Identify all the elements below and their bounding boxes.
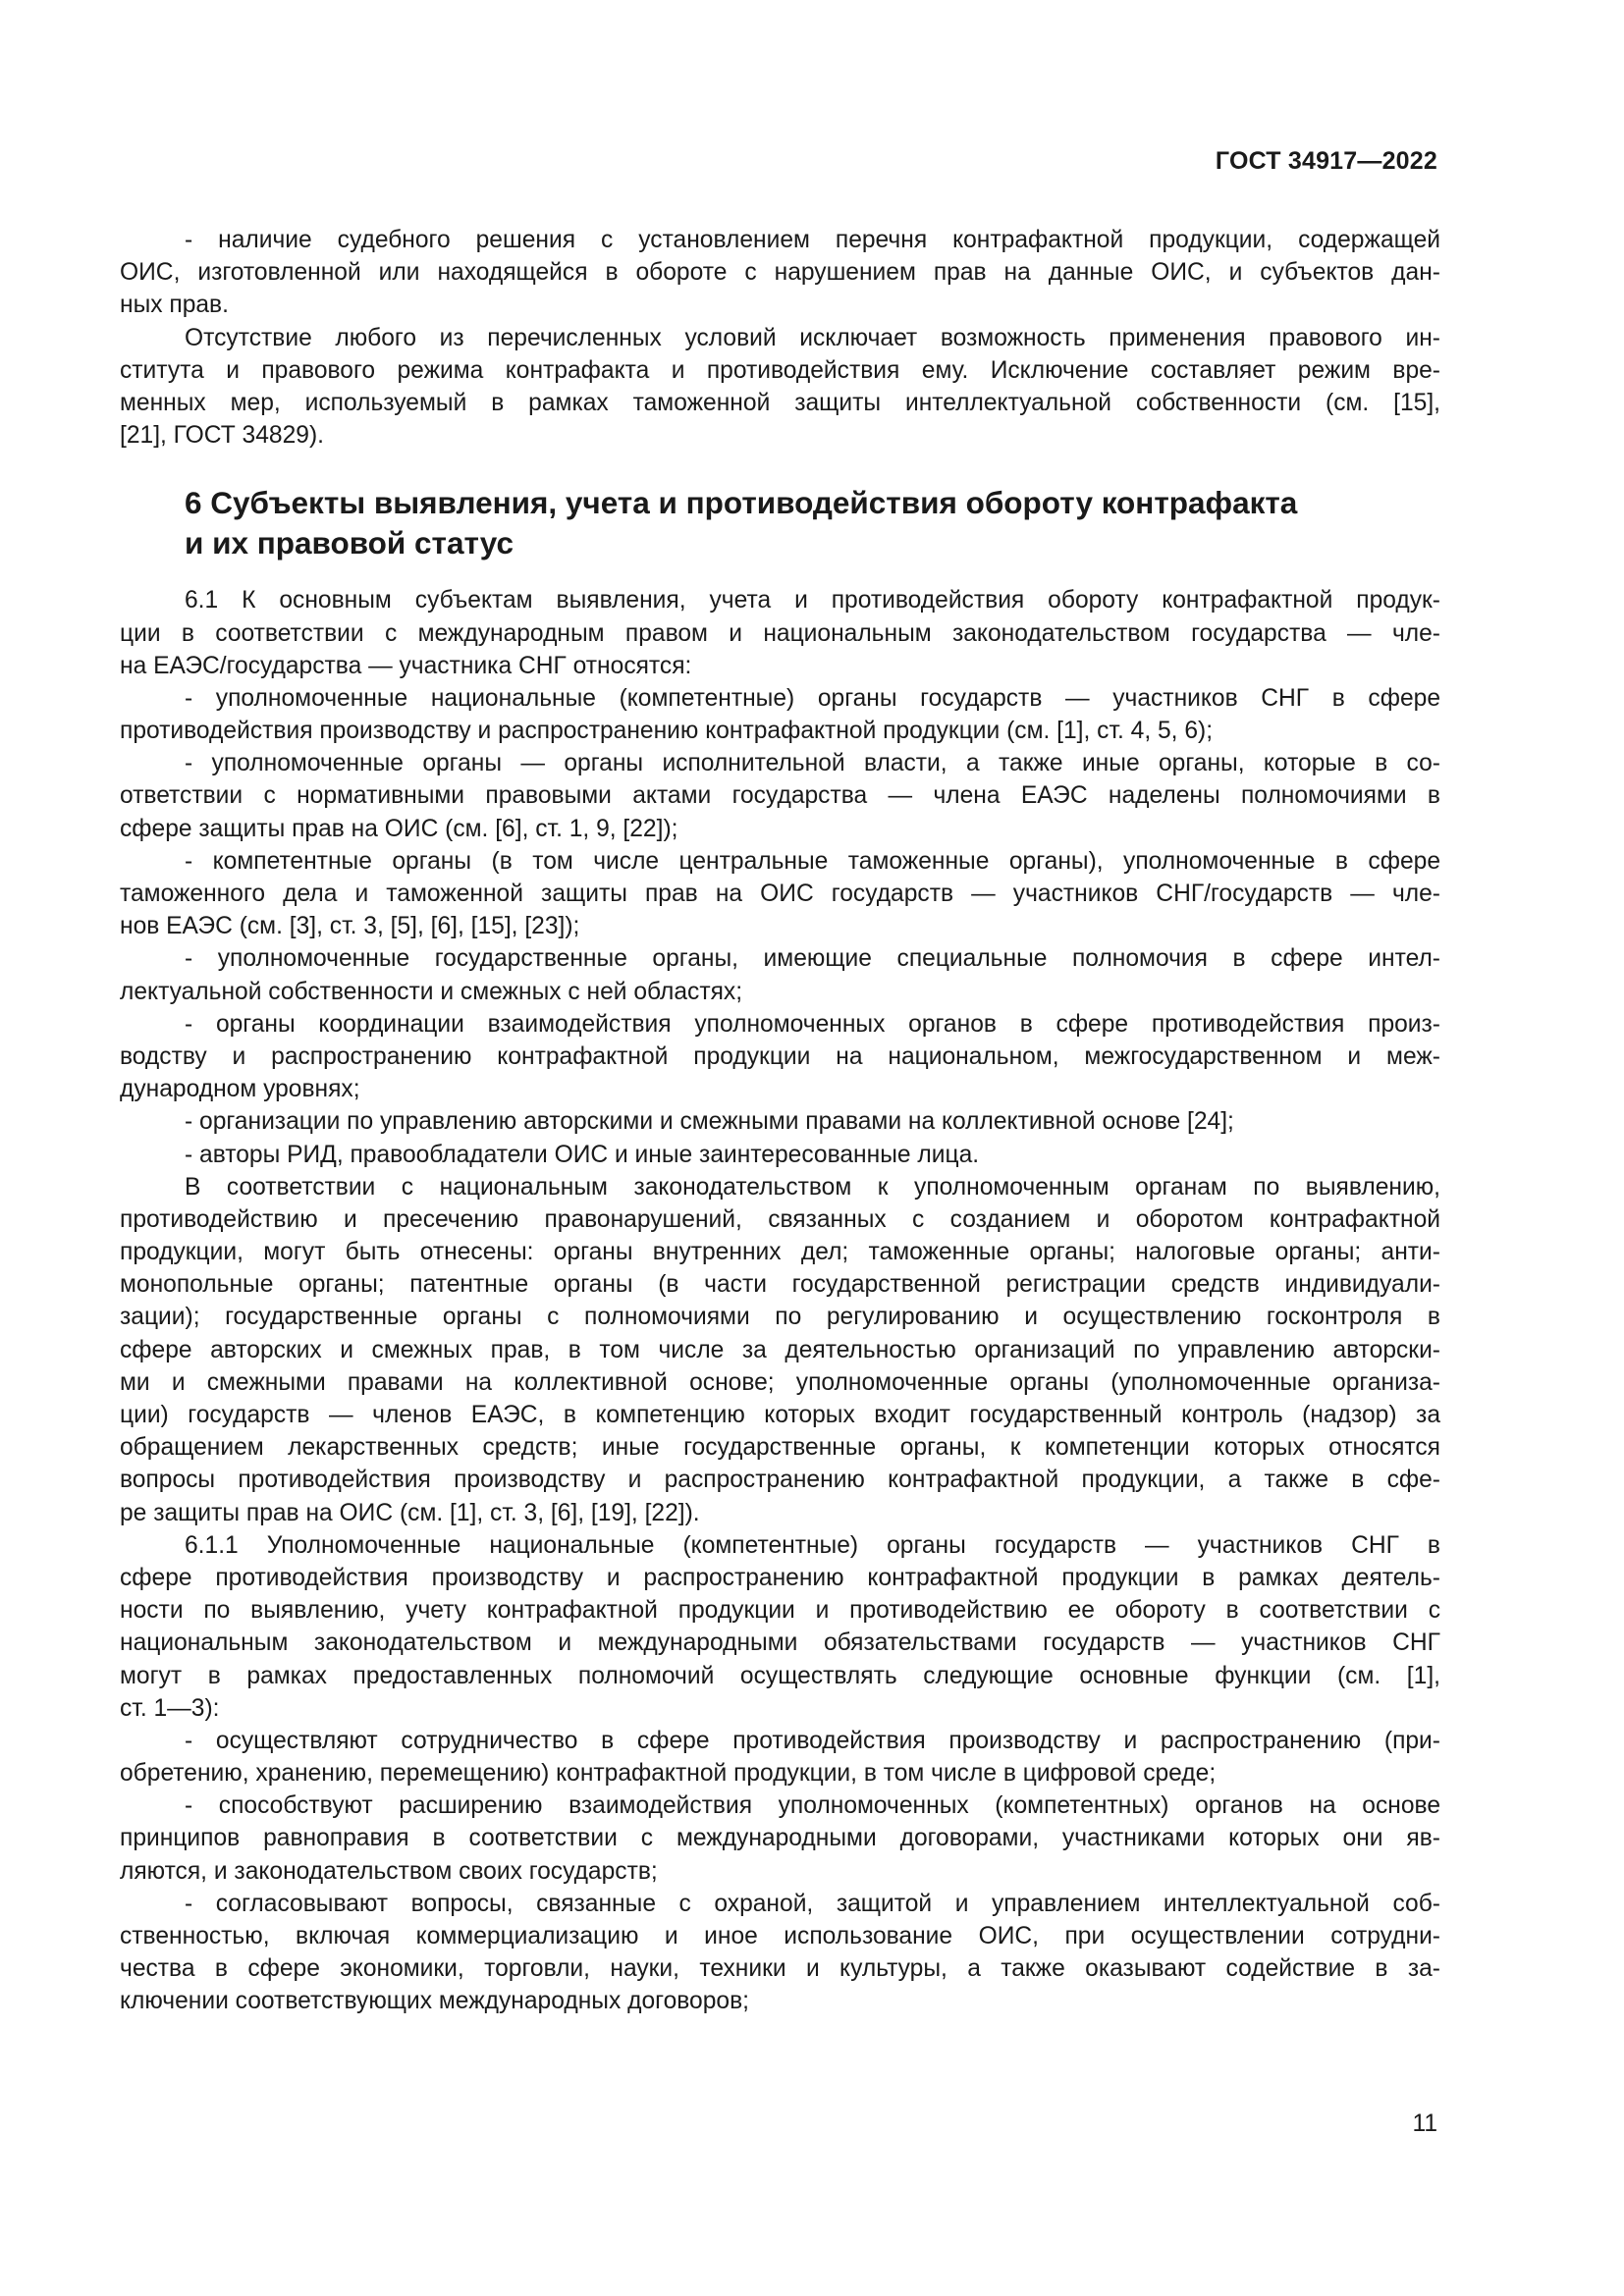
- text-line: зации); государственные органы с полномочиями по регулированию и осуществлению госконтроля в: [120, 1304, 1440, 1331]
- text-line: [21], ГОСТ 34829).: [120, 422, 324, 450]
- list-item: [120, 942, 1440, 1007]
- text-line: вопросы противодействия производству и распространению контрафактной продукции, а также в сфе-: [120, 1467, 1440, 1494]
- list-item: [120, 747, 1440, 845]
- text-line: сфере авторских и смежных прав, в том числе за деятельностью организаций по управлению авторски-: [120, 1336, 1440, 1363]
- paragraph-absence: [120, 322, 1440, 453]
- text-line: ститута и правового режима контрафакта и противодействия ему. Исключение составляет режим вре-: [120, 356, 1440, 384]
- text-line: таможенного дела и таможенной защиты прав на ОИС государств — участников СНГ/государств — чле-: [120, 881, 1440, 907]
- text-line: ст. 1—3):: [120, 1694, 220, 1722]
- text-line: 6.1 К основным субъектам выявления, учета и противодействия обороту контрафактной продук-: [185, 587, 1440, 614]
- text-line: лектуальной собственности и смежных с ней областях;: [120, 978, 743, 1005]
- list-item: [120, 682, 1440, 747]
- text-line: менных мер, используемый в рамках таможенной защиты интеллектуальной собственности (см. [15],: [120, 389, 1440, 416]
- text-line: - органы координации взаимодействия уполномоченных органов в сфере противодействия произ-: [185, 1010, 1440, 1038]
- text-line: противодействия производству и распространению контрафактной продукции (см. [1], ст. 4, 5, 6);: [120, 718, 1214, 745]
- text-line: В соответствии с национальным законодательством к уполномоченным органам по выявлению,: [185, 1173, 1440, 1201]
- text-line: водству и распространению контрафактной продукции на национальном, межгосударственном и меж-: [120, 1042, 1440, 1070]
- list-item: [120, 1888, 1440, 2018]
- text-line: - способствуют расширению взаимодействия уполномоченных (компетентных) органов на основе: [185, 1792, 1440, 1820]
- document-code: ГОСТ 34917—2022: [1215, 147, 1437, 175]
- text-line: Отсутствие любого из перечисленных условий исключает возможность применения правового ин-: [185, 324, 1440, 351]
- list-item: [120, 1139, 1440, 1171]
- text-line: ОИС, изготовленной или находящейся в обороте с нарушением прав на данные ОИС, и субъектов дан-: [120, 259, 1440, 287]
- text-line: ре защиты прав на ОИС (см. [1], ст. 3, [6], [19], [22]).: [120, 1499, 700, 1526]
- list-item: [120, 1725, 1440, 1789]
- section-heading: [120, 483, 1440, 563]
- text-line: чества в сфере экономики, торговли, науки, техники и культуры, а также оказывают содействие в за-: [120, 1955, 1440, 1983]
- text-line: обращением лекарственных средств; иные государственные органы, к компетенции которых относятся: [120, 1434, 1440, 1462]
- text-line: - уполномоченные государственные органы, имеющие специальные полномочия в сфере интел-: [185, 945, 1440, 973]
- list-item: [120, 845, 1440, 943]
- text-line: ответствии с нормативными правовыми актами государства — члена ЕАЭС наделены полномочиями в: [120, 782, 1440, 810]
- paragraph-6-1: [120, 584, 1440, 682]
- text-line: ции в соответствии с международным правом и национальным законодательством государства — чле-: [120, 619, 1440, 647]
- text-line: продукции, могут быть отнесены: органы внутренних дел; таможенные органы; налоговые органы; анти-: [120, 1239, 1440, 1266]
- text-line: ключении соответствующих международных договоров;: [120, 1988, 749, 2015]
- top-list-item: [120, 224, 1440, 322]
- subjects-list: [120, 682, 1440, 1171]
- text-line: ственностью, включая коммерциализацию и иное использование ОИС, при осуществлении сотрудни-: [120, 1923, 1440, 1949]
- text-line: дународном уровнях;: [120, 1076, 360, 1103]
- text-line: ции) государств — членов ЕАЭС, в компетенцию которых входит государственный контроль (надзор) за: [120, 1402, 1440, 1428]
- text-line: нов ЕАЭС (см. [3], ст. 3, [5], [6], [15], [23]);: [120, 913, 580, 940]
- paragraph-6-1-1: [120, 1529, 1440, 1725]
- list-item: [120, 1008, 1440, 1106]
- content-column: [120, 224, 1440, 2018]
- text-line: ных прав.: [120, 292, 229, 319]
- text-line: - осуществляют сотрудничество в сфере противодействия производству и распространению (при-: [185, 1727, 1440, 1754]
- text-line: сфере противодействия производству и распространению контрафактной продукции в рамках деятель-: [120, 1564, 1440, 1591]
- text-line: на ЕАЭС/государства — участника СНГ относятся:: [120, 652, 692, 679]
- text-line: противодействию и пресечению правонарушений, связанных с созданием и оборотом контрафактной: [120, 1205, 1440, 1233]
- text-line: национальным законодательством и международными обязательствами государств — участников СНГ: [120, 1629, 1440, 1657]
- text-line: обретению, хранению, перемещению) контрафактной продукции, в том числе в цифровой среде;: [120, 1760, 1217, 1788]
- text-line: ми и смежными правами на коллективной основе; уполномоченные органы (уполномоченные организа-: [120, 1368, 1440, 1396]
- text-line: принципов равноправия в соответствии с международными договорами, участниками которых они яв-: [120, 1825, 1440, 1852]
- text-line: сфере защиты прав на ОИС (см. [6], ст. 1, 9, [22]);: [120, 815, 678, 842]
- text-line: - уполномоченные органы — органы исполнительной власти, а также иные органы, которые в со-: [185, 750, 1440, 777]
- list-item: [120, 1789, 1440, 1888]
- text-line: ляются, и законодательством своих государств;: [120, 1857, 658, 1885]
- text-line: - авторы РИД, правообладатели ОИС и иные заинтересованные лица.: [185, 1141, 980, 1168]
- heading-line: 6 Субъекты выявления, учета и противодействия обороту контрафакта: [185, 485, 1298, 521]
- functions-list: [120, 1725, 1440, 2018]
- page-number: 11: [1412, 2110, 1437, 2137]
- text-line: - согласовывают вопросы, связанные с охраной, защитой и управлением интеллектуальной соб-: [185, 1890, 1440, 1917]
- heading-line: и их правовой статус: [185, 525, 514, 561]
- paragraph-national: [120, 1171, 1440, 1529]
- text-line: ности по выявлению, учету контрафактной продукции и противодействию ее обороту в соответствии с: [120, 1597, 1440, 1625]
- text-line: - наличие судебного решения с установлением перечня контрафактной продукции, содержащей: [185, 227, 1440, 253]
- text-line: - организации по управлению авторскими и смежными правами на коллективной основе [24];: [185, 1108, 1234, 1136]
- list-item: [120, 1105, 1440, 1138]
- text-line: - компетентные органы (в том числе центральные таможенные органы), уполномоченные в сфере: [185, 847, 1440, 875]
- text-line: - уполномоченные национальные (компетентные) органы государств — участников СНГ в сфере: [185, 684, 1440, 712]
- text-line: монопольные органы; патентные органы (в части государственной регистрации средств индивидуали-: [120, 1271, 1440, 1299]
- text-line: 6.1.1 Уполномоченные национальные (компетентные) органы государств — участников СНГ в: [185, 1531, 1440, 1559]
- text-line: могут в рамках предоставленных полномочий осуществлять следующие основные функции (см. [1],: [120, 1662, 1440, 1689]
